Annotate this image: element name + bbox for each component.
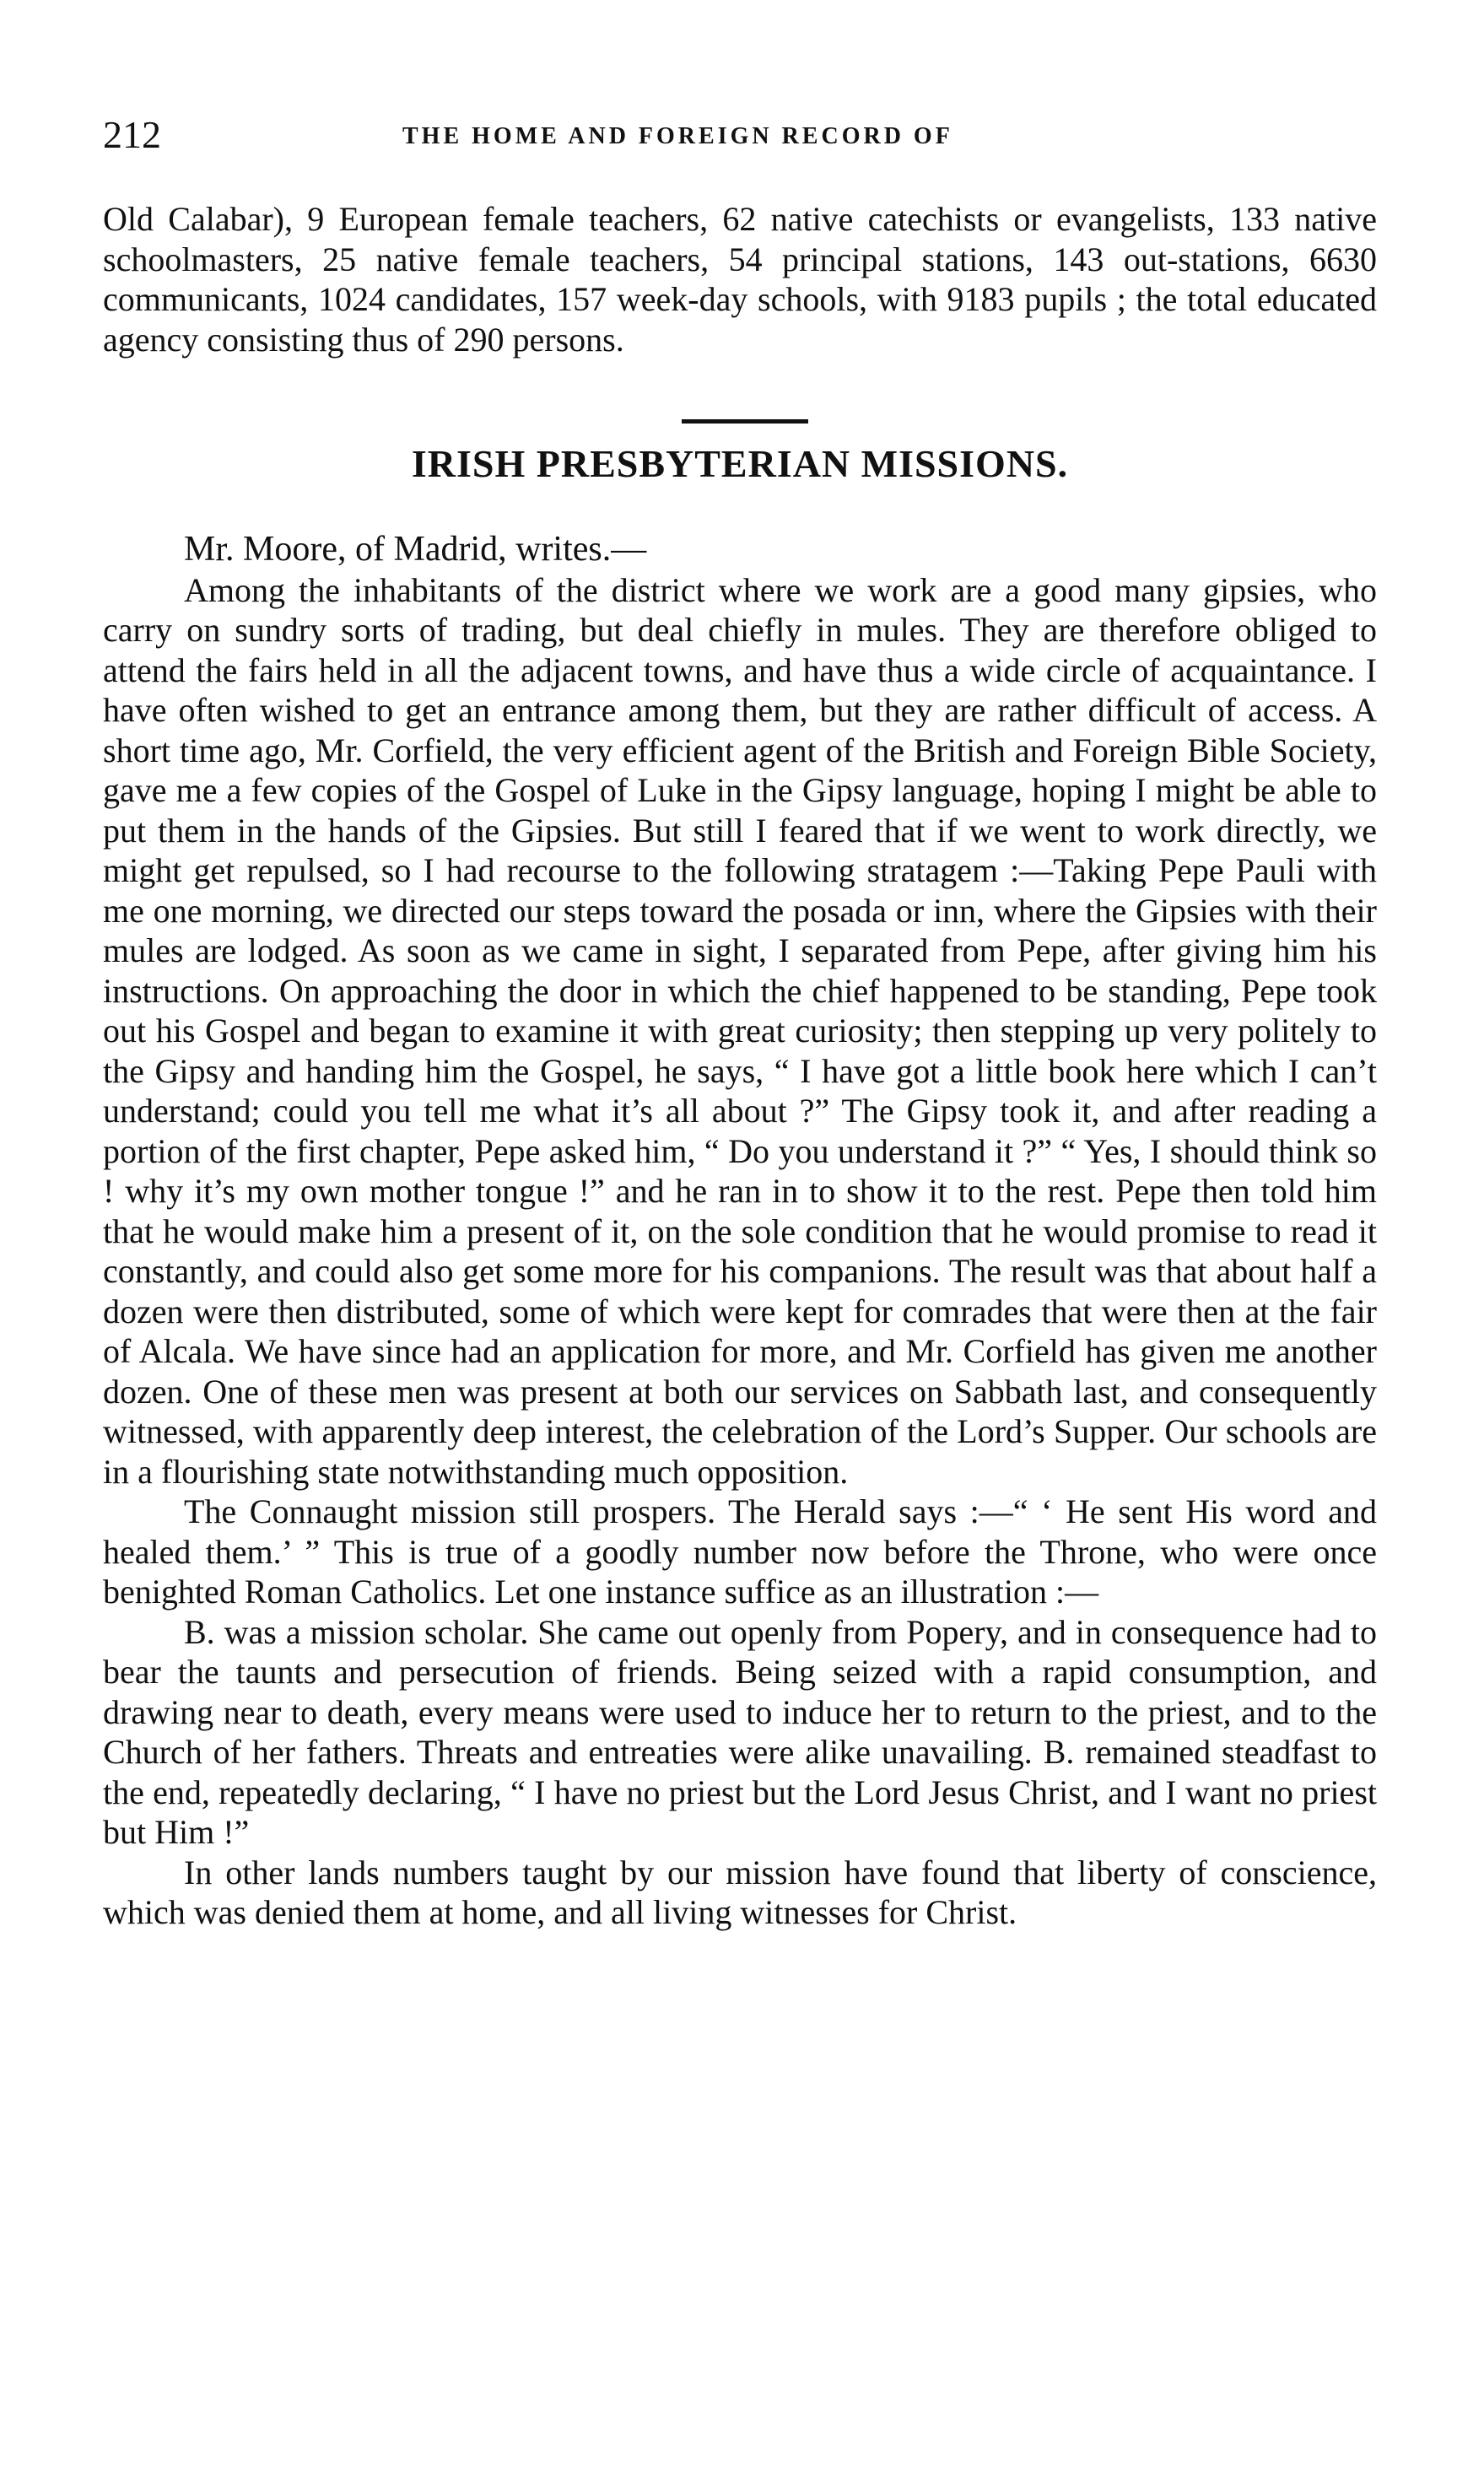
intro-paragraph: Old Calabar), 9 European female teachers, 62 native catechists or evangelists, 133 native schoolmasters, 25 native female teachers, 54 principal stations, 143 out-stations, 6630 communicants, 1024 candidates, 157 week-day schools, with 9183 pupils ; the total educated agency consisting thus of 290 persons. xyxy=(103,200,1377,359)
running-title: THE HOME AND FOREIGN RECORD OF xyxy=(402,123,953,149)
body-paragraph: Among the inhabitants of the district where we work are a good many gipsies, who carry on sundry sorts of trading, but deal chiefly in mules. They are therefore obliged to attend the fairs held in all the adjacent towns, and have thus a wide circle of acquaintance. I have often wished to get an entrance among them, but they are rather difficult of access. A short time ago, Mr. Corfield, the very efficient agent of the British and Foreign Bible Society, gave me a few copies of the Gospel of Luke in the Gipsy language, hoping I might be able to put them in the hands of the Gipsies. But still I feared that if we went to work directly, we might get repulsed, so I had recourse to the following stratagem :—Taking Pepe Pauli with me one morning, we directed our steps toward the posada or inn, where the Gipsies with their mules are lodged. As soon as we came in sight, I separated from Pepe, after giving him his instructions. On approaching the door in which the chief happened to be standing, Pepe took out his Gospel and began to examine it with great curiosity; then stepping up very politely to the Gipsy and handing him the Gospel, he says, “ I have got a little book here which I can’t understand; could you tell me what it’s all about ?” The Gipsy took it, and after reading a portion of the first chapter, Pepe asked him, “ Do you understand it ?” “ Yes, I should think so ! why it’s my own mother tongue !” and he ran in to show it to the rest. Pepe then told him that he would make him a present of it, on the sole condition that he would promise to read it constantly, and could also get some more for his companions. The result was that about half a dozen were then distributed, some of which were kept for comrades that were then at the fair of Alcala. We have since had an application for more, and Mr. Corfield has given me another dozen. One of these men was present at both our services on Sabbath last, and consequently witnessed, with apparently deep interest, the celebration of the Lord’s Supper. Our schools are in a flourishing state notwithstanding much opposition. xyxy=(103,570,1377,1491)
section-body xyxy=(103,530,1377,1933)
section-divider-rule xyxy=(682,419,808,424)
body-paragraph: In other lands numbers taught by our mission have found that liberty of conscience, which was denied them at home, and all living witnesses for Christ. xyxy=(103,1853,1377,1931)
body-paragraph: B. was a mission scholar. She came out openly from Popery, and in consequence had to bear the taunts and persecution of friends. Being seized with a rapid consumption, and drawing near to death, every means were used to induce her to return to the priest, and to the Church of her fathers. Threats and entreaties were alike unavailing. B. remained steadfast to the end, repeatedly declaring, “ I have no priest but the Lord Jesus Christ, and I want no priest but Him !” xyxy=(103,1612,1377,1851)
section-byline: Mr. Moore, of Madrid, writes.— xyxy=(184,530,647,569)
page-number: 212 xyxy=(103,113,161,156)
intro-text-block xyxy=(103,199,1377,359)
section-title: IRISH PRESBYTERIAN MISSIONS. xyxy=(411,442,1069,485)
body-paragraph: The Connaught mission still prospers. The Herald says :—“ ‘ He sent His word and healed them.’ ” This is true of a goodly number now before the Throne, who were once benighted Roman Catholics. Let one instance suffice as an illustration :— xyxy=(103,1492,1377,1611)
page-header xyxy=(103,110,1394,169)
